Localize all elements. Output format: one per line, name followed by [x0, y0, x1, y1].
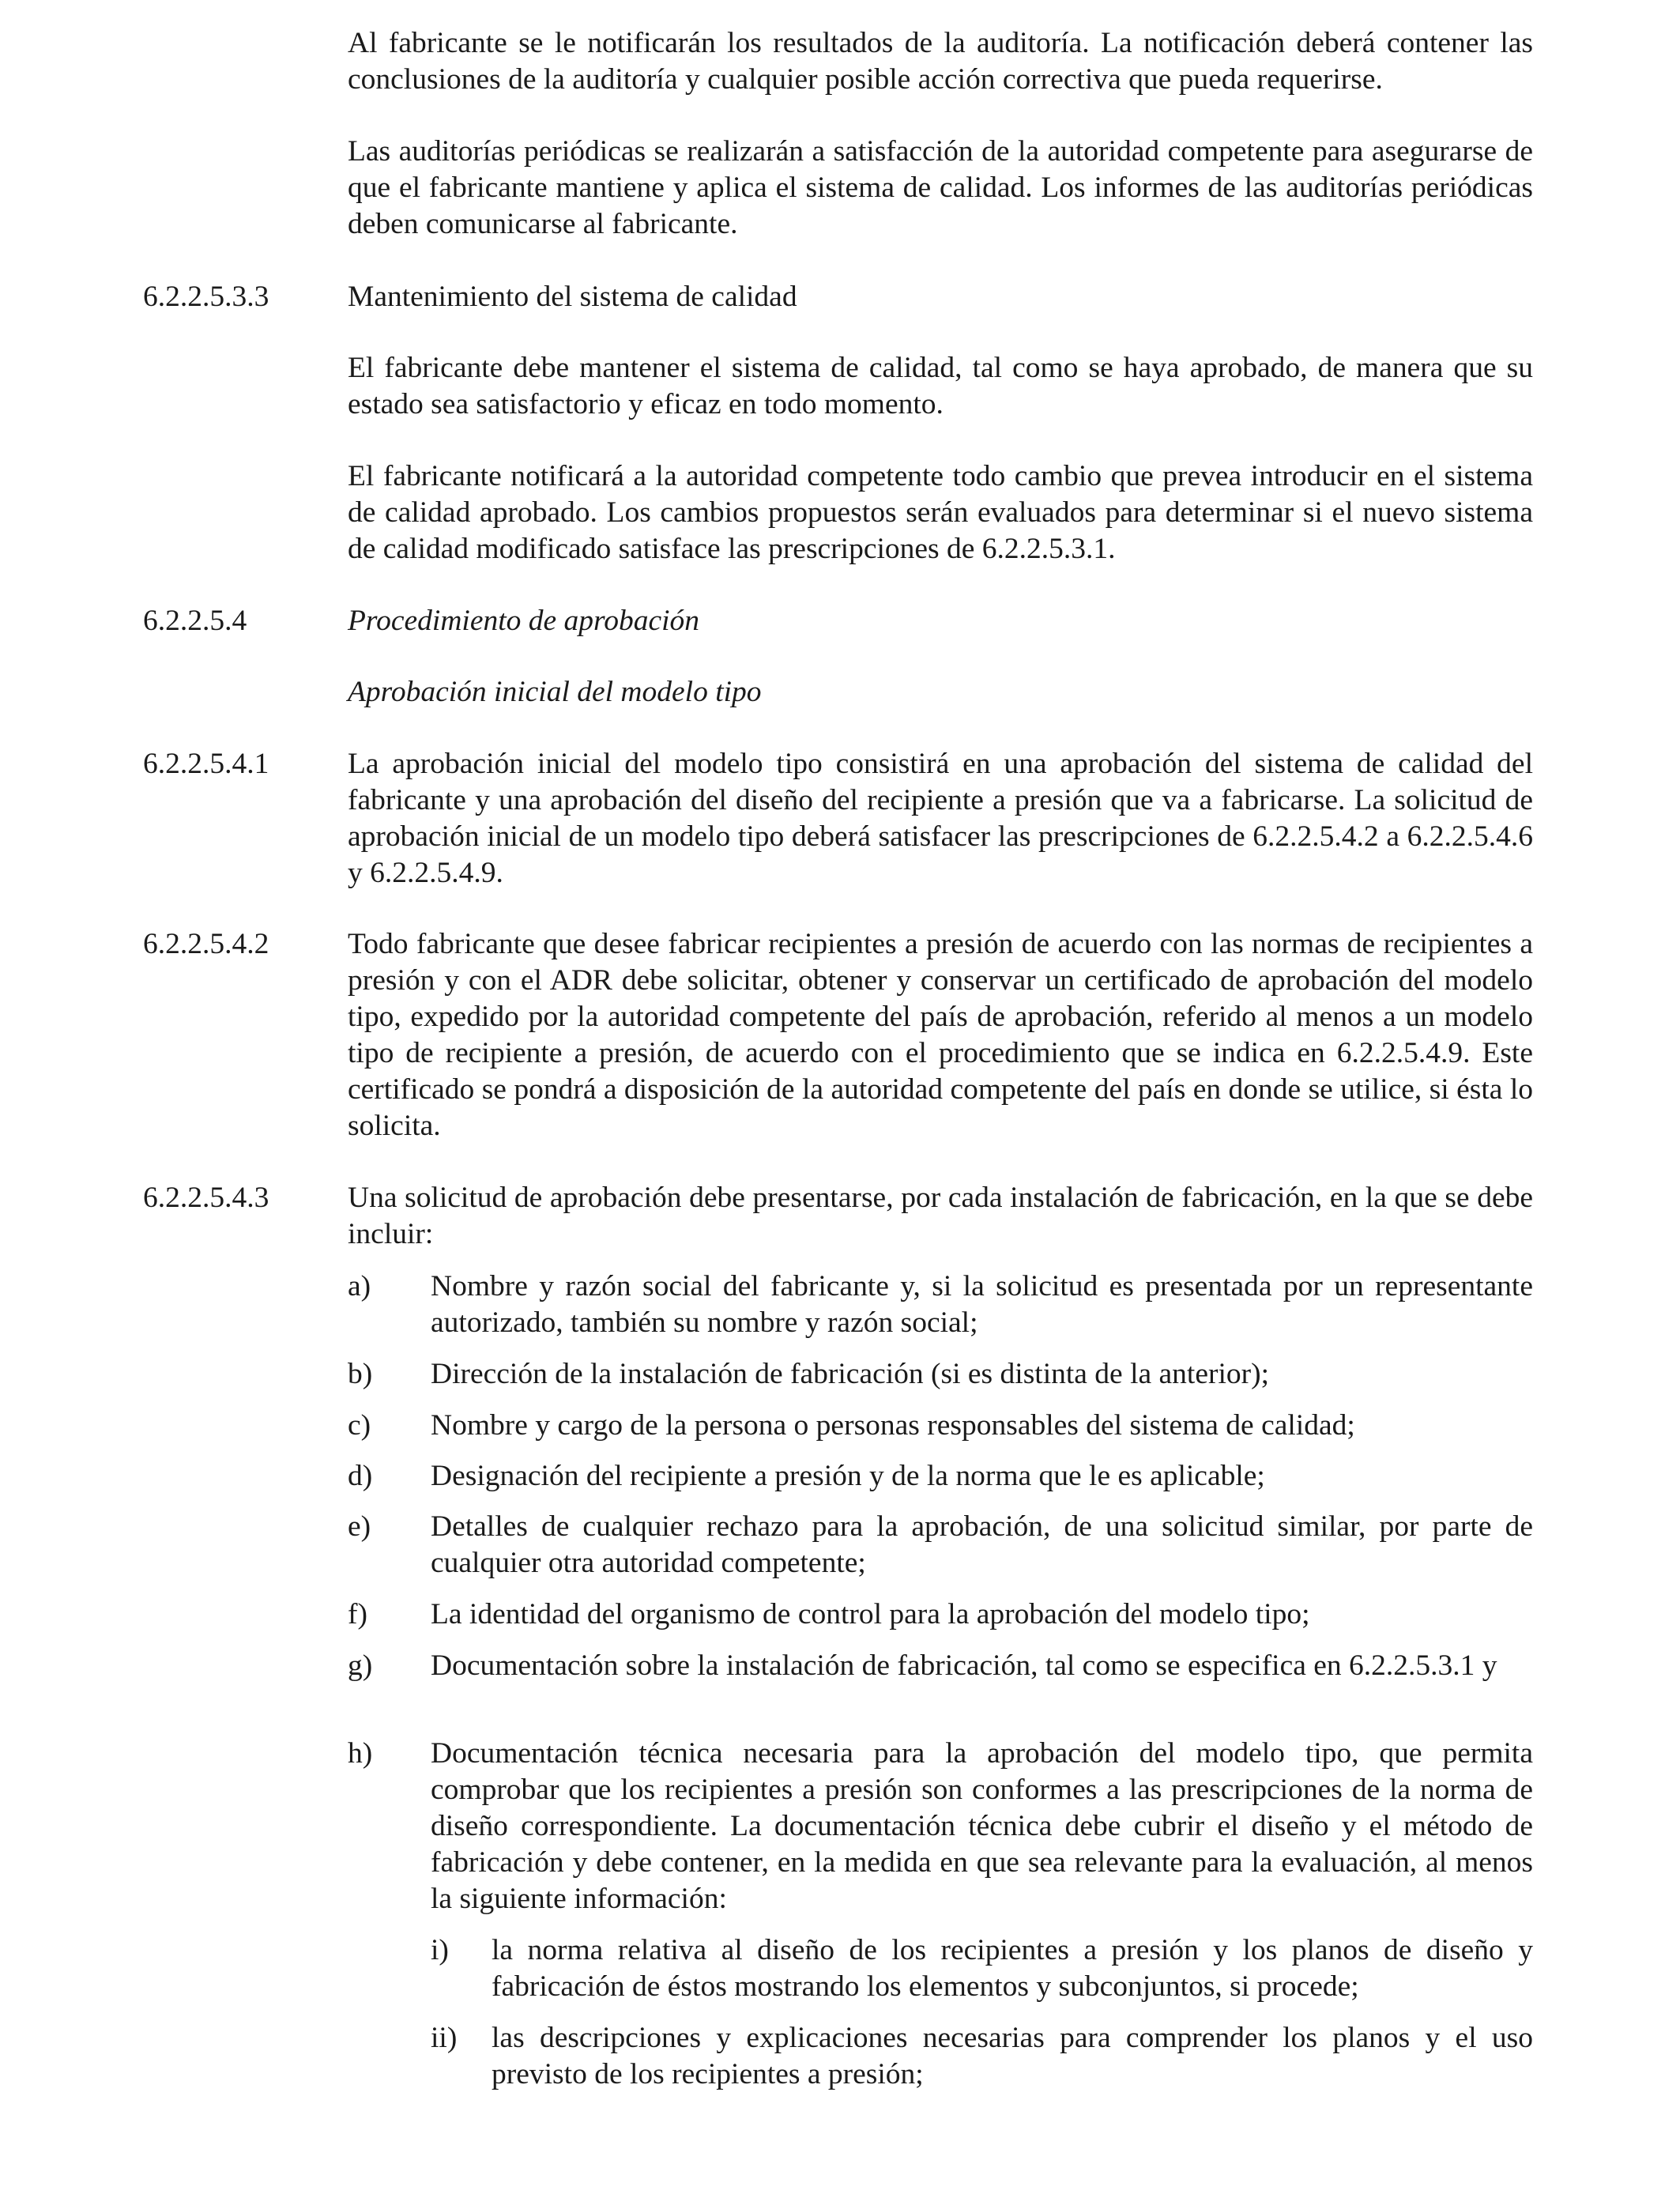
list-item-label: d): [348, 1460, 373, 1492]
section-number: 6.2.2.5.4.2: [143, 928, 269, 960]
sub-list-item-label: i): [431, 1934, 449, 1966]
list-item-text: Nombre y razón social del fabricante y, si la solicitud es presentada por un representante autorizado, también su nombre y razón social;: [431, 1270, 1533, 1339]
section-number: 6.2.2.5.4.3: [143, 1182, 269, 1214]
paragraph-notify-changes: El fabricante notificará a la autoridad competente todo cambio que prevea introducir en el sistema de calidad aprobado. Los cambios propuestos serán evaluados para determinar si el nuevo sistema de calidad modificado satisface las prescripciones de 6.2.2.5.3.1.: [348, 460, 1533, 565]
list-item-label: a): [348, 1270, 371, 1302]
list-item-label: c): [348, 1409, 371, 1442]
list-item-text: Nombre y cargo de la persona o personas responsables del sistema de calidad;: [431, 1409, 1355, 1442]
paragraph-audit-notification: Al fabricante se le notificarán los resultados de la auditoría. La notificación deberá contener las conclusiones de la auditoría y cualquier posible acción correctiva que pueda requerirse.: [348, 27, 1533, 96]
section-title: Procedimiento de aprobación: [348, 605, 700, 637]
section-subtitle: Aprobación inicial del modelo tipo: [348, 676, 762, 708]
list-item-text: Designación del recipiente a presión y de la norma que le es aplicable;: [431, 1460, 1265, 1492]
list-item-text: Documentación técnica necesaria para la aprobación del modelo tipo, que permita comprobar que los recipientes a presión son conformes a las prescripciones de la norma de diseño correspondiente. La documentación técnica debe cubrir el diseño y el método de fabricación y debe contener, en la medida en que sea relevante para la evaluación, al menos la siguiente información:: [431, 1737, 1533, 1915]
list-item-text: La identidad del organismo de control para la aprobación del modelo tipo;: [431, 1598, 1310, 1630]
sub-list-item-label: ii): [431, 2022, 458, 2054]
list-item-text: Detalles de cualquier rechazo para la aprobación, de una solicitud similar, por parte de cualquier otra autoridad competente;: [431, 1510, 1533, 1579]
paragraph-maintain-quality: El fabricante debe mantener el sistema de calidad, tal como se haya aprobado, de manera que su estado sea satisfactorio y eficaz en todo momento.: [348, 352, 1533, 420]
list-item-text: Dirección de la instalación de fabricación (si es distinta de la anterior);: [431, 1358, 1270, 1390]
paragraph-application: Una solicitud de aprobación debe presentarse, por cada instalación de fabricación, en la que se debe incluir:: [348, 1182, 1533, 1250]
list-item-label: b): [348, 1358, 373, 1390]
list-item-label: f): [348, 1598, 367, 1630]
section-title: Mantenimiento del sistema de calidad: [348, 281, 797, 313]
sub-list-item-text: las descripciones y explicaciones necesarias para comprender los planos y el uso previsto de los recipientes a presión;: [492, 2022, 1533, 2090]
section-number: 6.2.2.5.4.1: [143, 748, 269, 780]
paragraph-initial-approval: La aprobación inicial del modelo tipo consistirá en una aprobación del sistema de calidad del fabricante y una aprobación del diseño del recipiente a presión que va a fabricarse. La solicitud de aprobación inicial de un modelo tipo deberá satisfacer las prescripciones de 6.2.2.5.4.2 a 6.2.2.5.4.6 y 6.2.2.5.4.9.: [348, 748, 1533, 889]
section-number: 6.2.2.5.4: [143, 605, 247, 637]
list-item-text: Documentación sobre la instalación de fabricación, tal como se especifica en 6.2.2.5.3.1 y: [431, 1649, 1497, 1682]
sub-list-item-text: la norma relativa al diseño de los recipientes a presión y los planos de diseño y fabricación de éstos mostrando los elementos y subconjuntos, si procede;: [492, 1934, 1533, 2003]
paragraph-periodic-audits: Las auditorías periódicas se realizarán a satisfacción de la autoridad competente para asegurarse de que el fabricante mantiene y aplica el sistema de calidad. Los informes de las auditorías periódicas deben comunicarse al fabricante.: [348, 135, 1533, 240]
list-item-label: g): [348, 1649, 373, 1682]
paragraph-manufacturer-certificate: Todo fabricante que desee fabricar recipientes a presión de acuerdo con las normas de recipientes a presión y con el ADR debe solicitar, obtener y conservar un certificado de aprobación del modelo tipo, expedido por la autoridad competente del país de aprobación, referido al menos a un modelo tipo de recipiente a presión, de acuerdo con el procedimiento que se indica en 6.2.2.5.4.9. Este certificado se pondrá a disposición de la autoridad competente del país en donde se utilice, si ésta lo solicita.: [348, 928, 1533, 1142]
section-number: 6.2.2.5.3.3: [143, 281, 269, 313]
list-item-label: e): [348, 1510, 371, 1543]
list-item-label: h): [348, 1737, 373, 1770]
